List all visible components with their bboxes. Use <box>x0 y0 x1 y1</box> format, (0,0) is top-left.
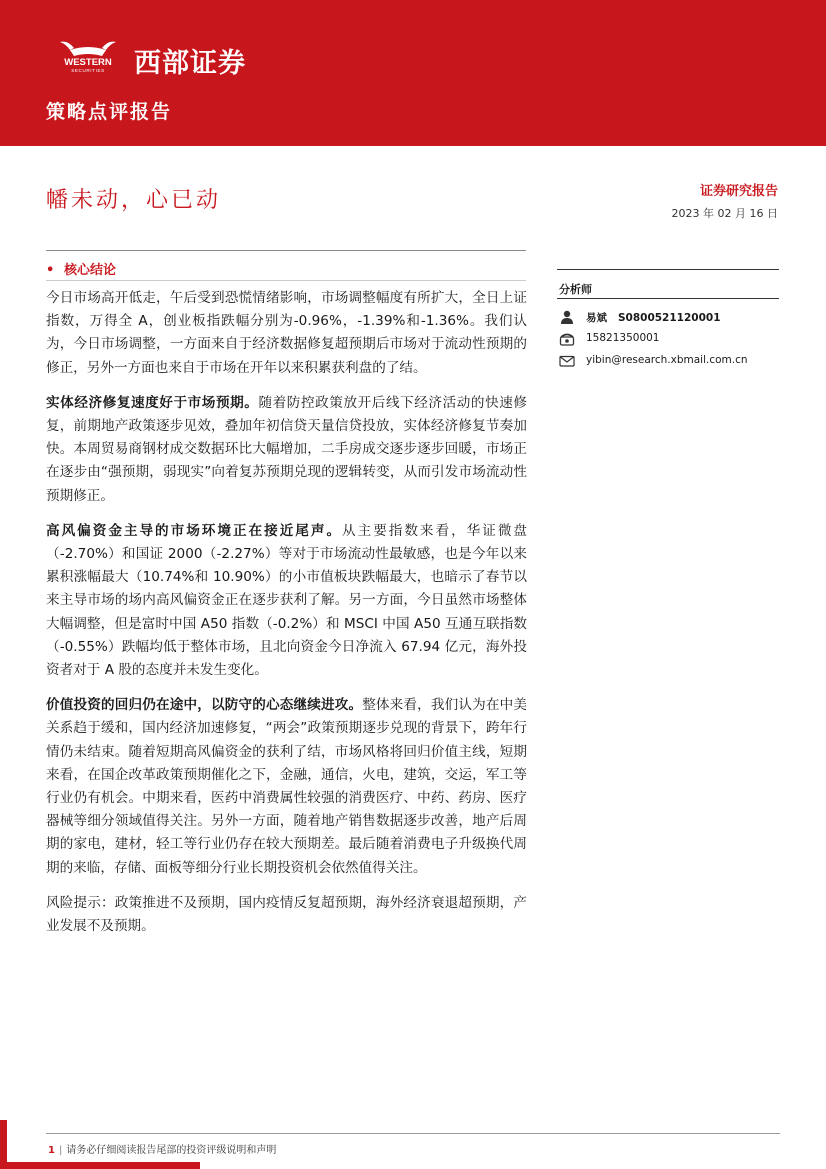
brand-name: 西部证券 <box>134 48 246 79</box>
paragraph-lead: 高风偏资金主导的市场环境正在接近尾声。 <box>46 522 343 539</box>
analyst-phone-row <box>559 331 779 347</box>
person-icon <box>559 309 575 325</box>
analyst-name-row <box>559 309 779 325</box>
analyst-phone: 15821350001 <box>586 332 660 344</box>
page-number: 1 <box>48 1145 55 1156</box>
paragraph-lead: 价值投资的回归仍在途中，以防守的心态继续进攻。 <box>46 697 363 714</box>
mail-icon <box>559 353 575 369</box>
section-heading-text: 核心结论 <box>64 263 117 278</box>
bullet-icon: • <box>46 263 55 278</box>
bull-logo-icon <box>54 38 122 74</box>
section-heading <box>46 259 116 278</box>
page-footer <box>48 1141 276 1156</box>
paragraph-risk-warning: 风险提示：政策推进不及预期，国内疫情反复超预期，海外经济衰退超预期，产业发展不及预期。 <box>46 894 527 935</box>
analyst-heading: 分析师 <box>559 283 592 296</box>
paragraph-lead: 实体经济修复速度好于市场预期。 <box>46 394 259 411</box>
document-type: 证券研究报告 <box>699 184 778 199</box>
analyst-name: 易斌 <box>586 312 607 324</box>
paragraph-risk-appetite: 高风偏资金主导的市场环境正在接近尾声。从主要指数来看，华证微盘（-2.70%）和国证 2000（-2.27%）等对于市场流动性最敏感，也是今年以来累积涨幅最大（10.74%和 10.90%）的小市值板块跌幅最大，也暗示了春节以来主导市场的场内高风偏资金正在逐步获利了解。另一方面，今日虽然市场整体大幅调整，但是富时中国 A50 指数（-0.2%）和 MSCI 中国 A50 互通互联指数（-0.55%）跌幅均低于整体市场，且北向资金今日净流入 67.94 亿元，海外投资者对于 A 股的态度并未发生变化。 <box>46 522 528 679</box>
divider <box>46 250 526 251</box>
divider <box>557 298 779 299</box>
svg-text:SECURITIES: SECURITIES <box>71 68 105 73</box>
company-logo <box>54 38 269 78</box>
analyst-email[interactable]: yibin@research.xbmail.com.cn <box>586 354 748 366</box>
svg-text:WESTERN: WESTERN <box>64 57 112 68</box>
corner-accent <box>0 1162 200 1169</box>
divider <box>46 1133 780 1134</box>
phone-icon <box>559 331 575 347</box>
paragraph-summary: 今日市场高开低走，午后受到恐慌情绪影响，市场调整幅度有所扩大，全日上证指数，万得全 A，创业板指跌幅分别为-0.96%，-1.39%和-1.36%。我们认为，今日市场调整，一方面来自于经济数据修复超预期后市场对于流动性预期的修正，另外一方面也来自于市场在开年以来积累获利盘的了结。 <box>46 290 527 376</box>
report-header <box>0 0 826 146</box>
analyst-id: S0800521120001 <box>617 312 721 324</box>
report-title: 幡未动，心已动 <box>46 188 222 213</box>
paragraph-economy: 实体经济修复速度好于市场预期。随着防控政策放开后线下经济活动的快速修复，前期地产政策逐步见效，叠加年初信贷天量信贷投放，实体经济修复节奏加快。本周贸易商钢材成交数据环比大幅增加，二手房成交逐步逐步回暖，市场正在逐步由“强预期，弱现实”向着复苏预期兑现的逻辑转变，从而引发市场流动性预期修正。 <box>46 394 528 504</box>
report-category: 策略点评报告 <box>46 101 173 123</box>
report-date: 2023 年 02 月 16 日 <box>671 207 778 220</box>
footer-separator: | <box>58 1145 63 1156</box>
analyst-email-row <box>559 353 779 369</box>
paragraph-value-investing: 价值投资的回归仍在途中，以防守的心态继续进攻。整体来看，我们认为在中美关系趋于缓和，国内经济加速修复，“两会”政策预期逐步兑现的背景下，跨年行情仍未结束。随着短期高风偏资金的获利了结，市场风格将回归价值主线，短期来看，在国企改革政策预期催化之下，金融，通信，火电，建筑，交运，军工等行业仍有机会。中期来看，医药中消费属性较强的消费医疗、中药、药房、医疗器械等细分领域值得关注。另外一方面，随着地产销售数据逐步改善，地产后周期的家电，建材，轻工等行业仍存在较大预期差。最后随着消费电子升级换代周期的来临，存储、面板等细分行业长期投资机会依然值得关注。 <box>46 697 528 876</box>
divider <box>557 269 779 270</box>
report-body <box>46 287 527 950</box>
footer-disclaimer: 请务必仔细阅读报告尾部的投资评级说明和声明 <box>66 1145 277 1156</box>
divider <box>46 280 526 281</box>
